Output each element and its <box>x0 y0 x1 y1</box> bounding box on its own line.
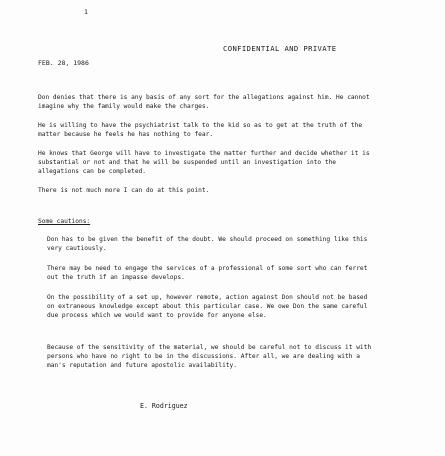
paragraph-line: substantial or not and that he will be suspended until an investigation into the <box>38 159 337 166</box>
paragraph-line: allegations can be completed. <box>38 168 147 175</box>
signature: E. Rodriguez <box>140 402 188 410</box>
caution-line: very cautiously. <box>47 245 107 252</box>
paragraph-line: Don denies that there is any basis of any sort for the allegations against him. He cannot <box>38 94 370 101</box>
closing-line: persons who have no right to be in the discussions. After all, we are dealing with a <box>47 353 360 360</box>
closing-line: man's reputation and future apostolic availability. <box>47 362 237 369</box>
caution-line: Don has to be given the benefit of the doubt. We should proceed on something like this <box>47 236 368 243</box>
cautions-heading: Some cautions: <box>38 218 91 225</box>
caution-line: out the truth if an impasse develops. <box>47 274 185 281</box>
closing-line: Because of the sensitivity of the material, we should be careful not to discuss it with <box>47 344 372 351</box>
paragraph-line: He knows that George will have to investigate the matter further and decide whether it is <box>38 150 370 157</box>
confidential-header: CONFIDENTIAL AND PRIVATE <box>223 44 337 53</box>
caution-line: on extraneous knowledge except about this particular case. We owe Don the same careful <box>47 303 368 310</box>
caution-line: due process which we would want to provide for anyone else. <box>47 312 267 319</box>
paragraph-line: There is not much more I can do at this point. <box>38 187 210 194</box>
paragraph-line: He is willing to have the psychiatrist talk to the kid so as to get at the truth of the <box>38 122 363 129</box>
memo-date: FEB. 28, 1986 <box>38 59 89 67</box>
page-number: 1 <box>84 8 88 16</box>
paragraph-line: imagine why the family would make the charges. <box>38 103 210 110</box>
paragraph-line: matter because he feels he has nothing to fear. <box>38 131 214 138</box>
caution-line: On the possibility of a set up, however remote, action against Don should not be based <box>47 294 368 301</box>
caution-line: There may be need to engage the services of a professional of some sort who can ferret <box>47 265 368 272</box>
